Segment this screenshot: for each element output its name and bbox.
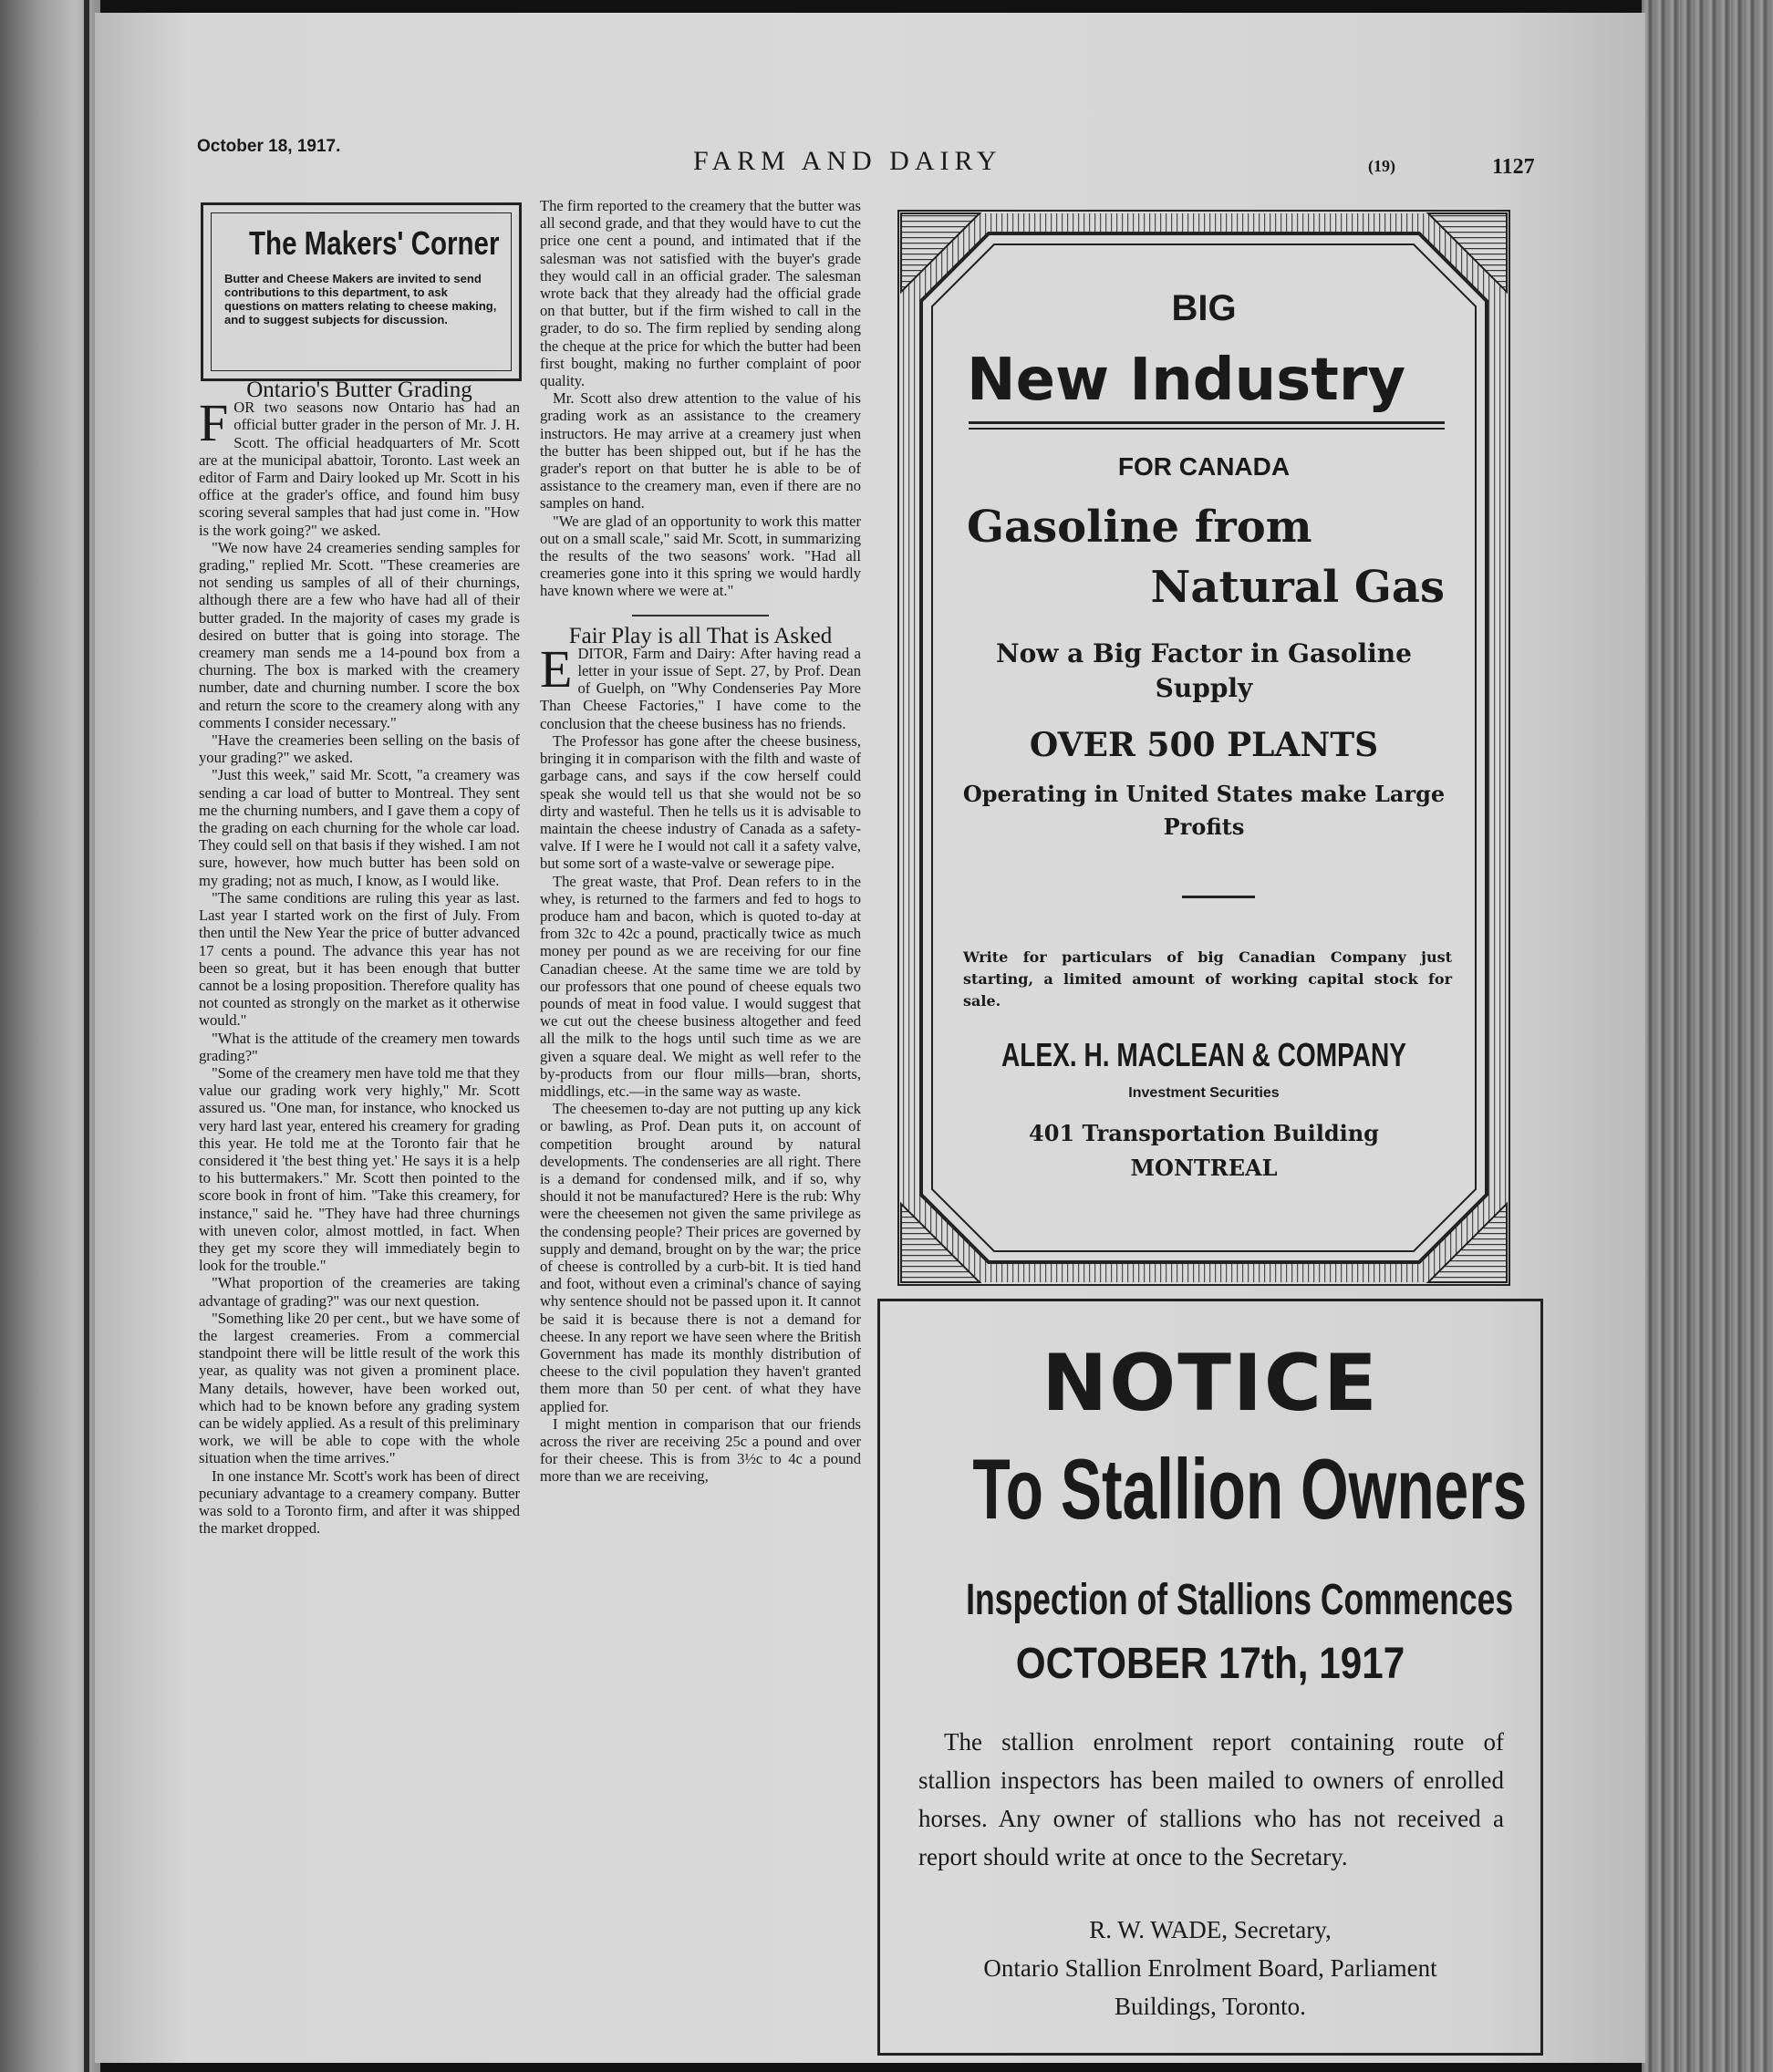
article-paragraph: "Something like 20 per cent., but we have some of the largest creameries. From a commercial standpoint there will be little result of the work this year, as quality was not given a prominent place. Many details, however, have been worked out, which had to be known before any grading system can be widely applied. As a result of this preliminary work, we will be able to cope with the whole situation when the time arrives." bbox=[199, 1309, 520, 1467]
notice-inspection: Inspection of Stallions Commences bbox=[966, 1576, 1514, 1624]
page-number: 1127 bbox=[1492, 155, 1535, 179]
drop-cap: F bbox=[199, 393, 229, 453]
article-paragraph bbox=[199, 393, 520, 539]
makers-corner-title: The Makers' Corner bbox=[249, 224, 500, 262]
article-paragraph: "Just this week," said Mr. Scott, "a creamery was sending a car load of butter to Montreal. They sent me the churning numbers, and I gave them a copy of the grading on each churning for the whole car load. They could sell on that basis if they wished. I am not sure, however, how much butter has been sold on my grading; not as much, I know, as I would like. bbox=[199, 766, 520, 889]
headline-underline bbox=[969, 421, 1445, 424]
ad-headline-industry: New Industry bbox=[967, 347, 1406, 414]
article-paragraph: "What proportion of the creameries are taking advantage of grading?" was our next question. bbox=[199, 1274, 520, 1310]
issue-date: October 18, 1917. bbox=[197, 137, 341, 156]
article-paragraph: "What is the attitude of the creamery men towards grading?" bbox=[199, 1029, 520, 1064]
article-text: OR two seasons now Ontario has had an official butter grader in the person of Mr. J. H. Scott. The official headquarters of Mr. Scott are at the municipal abattoir, Toronto. Last week an editor of Farm and Dairy looked up Mr. Scott in his office at the grader's office, and found him busy scoring several samples that had just come in. "How is the work going?" we asked. bbox=[199, 399, 520, 539]
ad-divider bbox=[1182, 896, 1255, 898]
notice-board-line1: Ontario Stallion Enrolment Board, Parliament bbox=[983, 1954, 1437, 1982]
drop-cap: E bbox=[540, 638, 573, 699]
notice-title: NOTICE bbox=[1042, 1338, 1379, 1429]
ad-city: MONTREAL bbox=[1130, 1155, 1278, 1181]
ad-company-name: ALEX. H. MACLEAN & COMPANY bbox=[1001, 1036, 1407, 1073]
article-paragraph: "Some of the creamery men have told me that they value our grading work very highly," Mr. Scott assured us. "One man, for instance, who knocked us very hard last year, entered his creamery for grading this year. He told me at the Toronto fair that he considered it 'the best thing yet.' He says it is a help to his buttermakers." Mr. Scott then pointed to the score book in front of him. "Take this creamery, for instance," said he. "They have had three churnings with uneven color, almost mottled, in fact. When they get my score they will immediately begin to look for the trouble." bbox=[199, 1063, 520, 1275]
column-1 bbox=[199, 378, 520, 1538]
ad-address: 401 Transportation Building bbox=[1029, 1120, 1379, 1146]
ad-for-canada: FOR CANADA bbox=[1117, 452, 1291, 481]
page-edges bbox=[1642, 0, 1773, 2072]
article-text: DITOR, Farm and Dairy: After having read a letter in your issue of Sept. 27, by Prof. Dean of Guelph, on "Why Condenseries Pay More Than Cheese Factories," I have come to the conclusion that the cheese business has no friends. bbox=[540, 644, 861, 732]
makers-corner-text: Butter and Cheese Makers are invited to send contributions to this department, to ask questions on matters relating to cheese making, and to suggest subjects for discussion. bbox=[224, 272, 497, 326]
ad-plants: OVER 500 PLANTS bbox=[1029, 726, 1379, 764]
column-2 bbox=[540, 197, 861, 1486]
article-paragraph: Mr. Scott also drew attention to the value of his grading work as an assistance to the creamery instructors. He may arrive at a creamery just when the butter has been shipped out, but if he has the grader's report on that butter he is able to be of assistance to the creamery man, even if there are no samples on hand. bbox=[540, 389, 861, 513]
ad-write-text: Write for particulars of big Canadian Company just starting, a limited amount of working capital stock for sale. bbox=[963, 948, 1452, 1010]
article-paragraph: I might mention in comparison that our friends across the river are receiving 25c a pound and over for their cheese. This is from 3½c to 4c a pound more than we are receiving, bbox=[540, 1414, 861, 1486]
ad-operating-line1: Operating in United States make Large bbox=[962, 781, 1446, 807]
masthead-title: FARM AND DAIRY bbox=[693, 146, 1002, 176]
headline-underline-thin bbox=[969, 428, 1445, 430]
makers-corner-box bbox=[201, 202, 522, 381]
article-paragraph: The great waste, that Prof. Dean refers to in the whey, is returned to the farmers and fed to hogs to produce ham and bacon, which is quoted to-day at from 32c to 42c a pound, practically twice as much money per pound as we are receiving for our fine Canadian cheese. At the same time we are told by our professors that one pound of cheese equals two pounds of meat in food value. I would suggest that we cut out the cheese business altogether and feed all the milk to the hogs until such time as we are given a square deal. We might as well refer to the by-products from our flour mills—bran, shorts, middlings, etc.—in the same way as waste. bbox=[540, 872, 861, 1100]
ad-headline-big: BIG bbox=[1171, 288, 1237, 328]
notice-subtitle: To Stallion Owners bbox=[972, 1441, 1528, 1537]
notice-board-line2: Buildings, Toronto. bbox=[1115, 1993, 1306, 2020]
notice-body bbox=[918, 1723, 1504, 1876]
notice-date: OCTOBER 17th, 1917 bbox=[1015, 1640, 1405, 1688]
article-paragraph: "Have the creameries been selling on the basis of your grading?" we asked. bbox=[199, 731, 520, 767]
ad-gasoline-line1: Gasoline from bbox=[967, 502, 1312, 553]
section-divider bbox=[632, 615, 769, 616]
article-heading: Fair Play is all That is Asked bbox=[568, 623, 833, 648]
ad-gasoline-line2: Natural Gas bbox=[1150, 562, 1445, 613]
article-paragraph: In one instance Mr. Scott's work has been of direct pecuniary advantage to a creamery company. Butter was sold to a Toronto firm, and after it was shipped the market dropped. bbox=[199, 1466, 520, 1538]
ad-securities: Investment Securities bbox=[1128, 1085, 1280, 1101]
article-paragraph: The Professor has gone after the cheese business, bringing it in comparison with the filth and waste of garbage cans, and says if the cow herself could speak she would tell us that she would not be so dirty and wasteful. Then he tells us it is advisable to maintain the cheese industry of Canada as a safety-valve. If I were he I would not call it a safety valve, but some sort of a waste-valve or sewerage pipe. bbox=[540, 731, 861, 873]
notice-body-text: The stallion enrolment report containing route of stallion inspectors has been mailed to owners of enrolled horses. Any owner of stallions who has not received a report should write at once to the Secretary. bbox=[918, 1728, 1504, 1870]
article-paragraph bbox=[540, 638, 861, 732]
ad-factor-line1: Now a Big Factor in Gasoline bbox=[996, 638, 1412, 668]
article-paragraph: "The same conditions are ruling this year as last. Last year I started work on the first of July. From then until the New Year the price of butter advanced 17 cents a pound. The advance this year has not been so great, but it has been enough that butter cannot be a losing proposition. Therefore quality has not counted as strongly on the market as it otherwise would." bbox=[199, 888, 520, 1030]
notice-advertisement bbox=[877, 1299, 1543, 2056]
ad-factor-line2: Supply bbox=[1155, 673, 1253, 703]
article-paragraph: "We now have 24 creameries sending samples for grading," replied Mr. Scott. "These creameries are not sending us samples of all of their churnings, although there are a few who have had all of their butter graded. In the majority of cases my grade is desired on butter that is going into storage. The creamery man sends me a 14-pound box from a churning. The box is marked with the creamery number, date and churning number. I score the box and return the score to the creamery along with any comments I consider necessary." bbox=[199, 538, 520, 731]
article-paragraph: The cheesemen to-day are not putting up any kick or bawling, as Prof. Dean puts it, on account of competition brought around by natural developments. The condenseries are all right. There is a demand for condensed milk, and if so, why should it not be manufactured? Here is the rub: Why were the cheesemen not given the same privilege as the condensing people? Their prices are governed by supply and demand, brought on by the war; the price of cheese is controlled by a curb-bit. It is tied hand and foot, without even a criminal's chance of saying why sentence should not be passed upon it. It cannot be said it is because there is not a demand for cheese. In any report we have seen where the British Government has made its monthly distribution of cheese to the civil population they haven't granted them more than 50 per cent. of what they have applied for. bbox=[540, 1100, 861, 1415]
ad-operating-line2: Profits bbox=[1163, 813, 1245, 840]
gutter-line bbox=[84, 0, 89, 2072]
article-paragraph: "We are glad of an opportunity to work this matter out on a small scale," said Mr. Scott, in summarizing the results of the two seasons' work. "Had all creameries gone into it this spring we would hardly have known where we were at." bbox=[540, 512, 861, 600]
article-paragraph: The firm reported to the creamery that the butter was all second grade, and that they would have to cut the price one cent a pound, and intimated that if the salesman was not satisfied with the buyer's grade they would call in an official grader. The salesman wrote back that they already had the official grade on that butter, but if the firm wished to call in the grader, to do so. The firm replied by sending along the cheque at the price for which the butter had been first bought, making no further complaint of poor quality. bbox=[540, 197, 861, 390]
industry-advertisement bbox=[897, 210, 1510, 1286]
article-heading: Ontario's Butter Grading bbox=[246, 378, 472, 402]
notice-signature: R. W. WADE, Secretary, bbox=[1089, 1916, 1332, 1943]
page-marker: (19) bbox=[1368, 157, 1395, 175]
